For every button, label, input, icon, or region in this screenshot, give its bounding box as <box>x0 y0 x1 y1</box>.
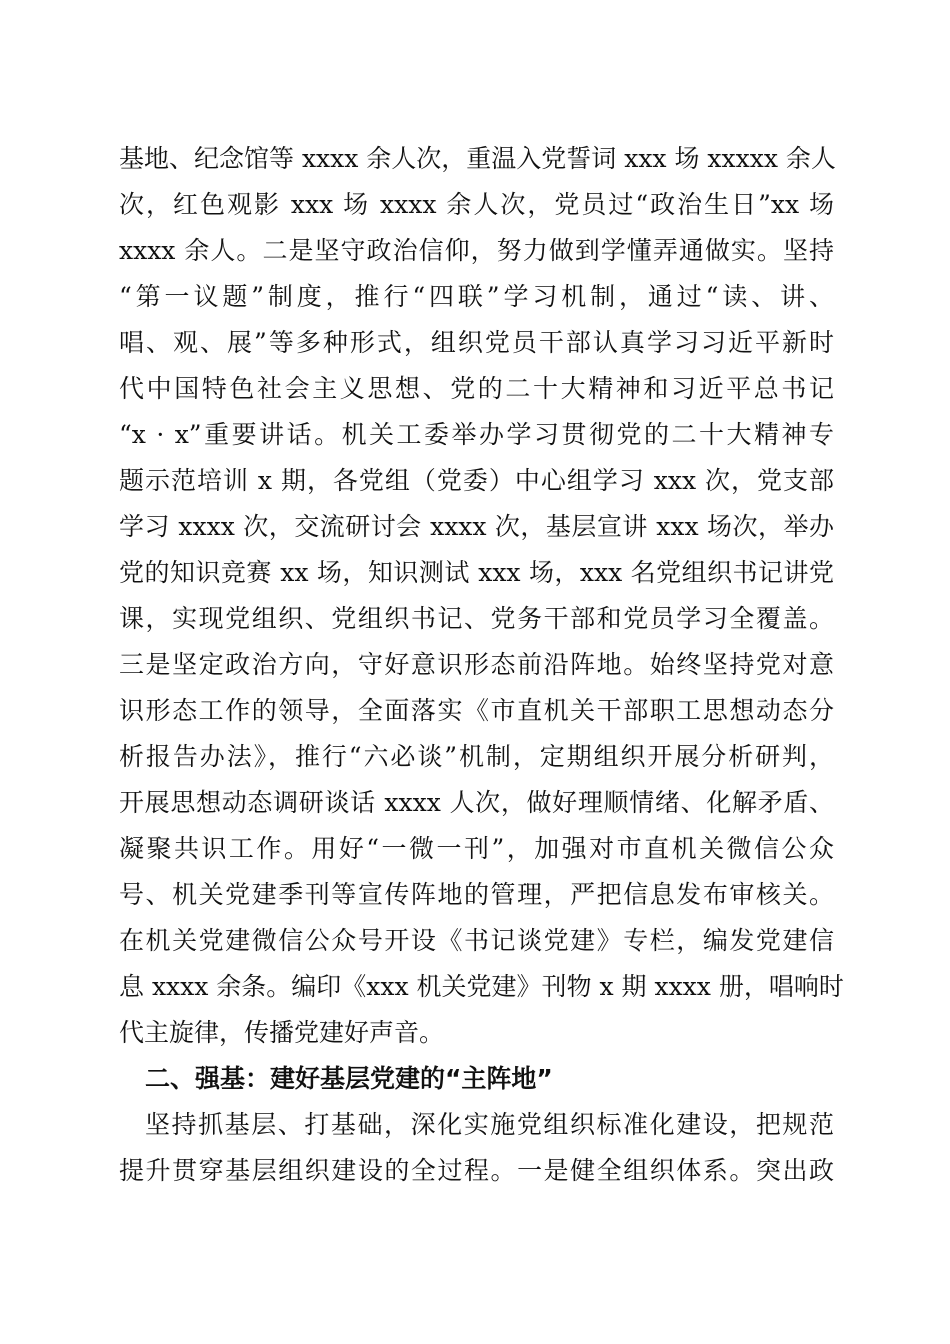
paragraph-line: 课，实现党组织、党组织书记、党务干部和党员学习全覆盖。 <box>119 604 834 633</box>
paragraph-line: 党的知识竞赛 xx 场，知识测试 xxx 场，xxx 名党组织书记讲党 <box>119 558 834 587</box>
paragraph-line: 坚持抓基层、打基础，深化实施党组织标准化建设，把规范 <box>145 1110 834 1139</box>
paragraph-line: 析报告办法》，推行“六必谈”机制，定期组织开展分析研判， <box>119 742 834 771</box>
paragraph-line: 提升贯穿基层组织建设的全过程。一是健全组织体系。突出政 <box>119 1156 834 1185</box>
paragraph-line: 息 xxxx 余条。编印《xxx 机关党建》刊物 x 期 xxxx 册，唱响时 <box>119 972 844 1001</box>
paragraph-line: 号、机关党建季刊等宣传阵地的管理，严把信息发布审核关。 <box>119 880 834 909</box>
paragraph-line: 唱、观、展”等多种形式，组织党员干部认真学习习近平新时 <box>119 328 834 357</box>
paragraph-line: 在机关党建微信公众号开设《书记谈党建》专栏，编发党建信 <box>119 926 834 955</box>
paragraph-line: 三是坚定政治方向，守好意识形态前沿阵地。始终坚持党对意 <box>119 650 834 679</box>
paragraph-line: 代中国特色社会主义思想、党的二十大精神和习近平总书记 <box>119 374 834 403</box>
paragraph-line: 凝聚共识工作。用好“一微一刊”，加强对市直机关微信公众 <box>119 834 834 863</box>
paragraph-line: xxxx 余人。二是坚守政治信仰，努力做到学懂弄通做实。坚持 <box>119 236 834 265</box>
paragraph-line: 识形态工作的领导，全面落实《市直机关干部职工思想动态分 <box>119 696 834 725</box>
paragraph-line: 题示范培训 x 期，各党组（党委）中心组学习 xxx 次，党支部 <box>119 466 834 495</box>
paragraph-line: 开展思想动态调研谈话 xxxx 人次，做好理顺情绪、化解矛盾、 <box>119 788 834 817</box>
paragraph-line: 次，红色观影 xxx 场 xxxx 余人次，党员过“政治生日”xx 场 <box>119 190 834 219</box>
paragraph-line: “第一议题”制度，推行“四联”学习机制，通过“读、讲、 <box>119 282 834 311</box>
paragraph-line: “x · x”重要讲话。机关工委举办学习贯彻党的二十大精神专 <box>119 420 834 449</box>
paragraph-line: 基地、纪念馆等 xxxx 余人次，重温入党誓词 xxx 场 xxxxx 余人 <box>119 144 836 173</box>
paragraph-line: 代主旋律，传播党建好声音。 <box>119 1018 445 1047</box>
section-heading: 二、强基：建好基层党建的“主阵地” <box>145 1064 553 1093</box>
paragraph-line: 学习 xxxx 次，交流研讨会 xxxx 次，基层宣讲 xxx 场次，举办 <box>119 512 834 541</box>
